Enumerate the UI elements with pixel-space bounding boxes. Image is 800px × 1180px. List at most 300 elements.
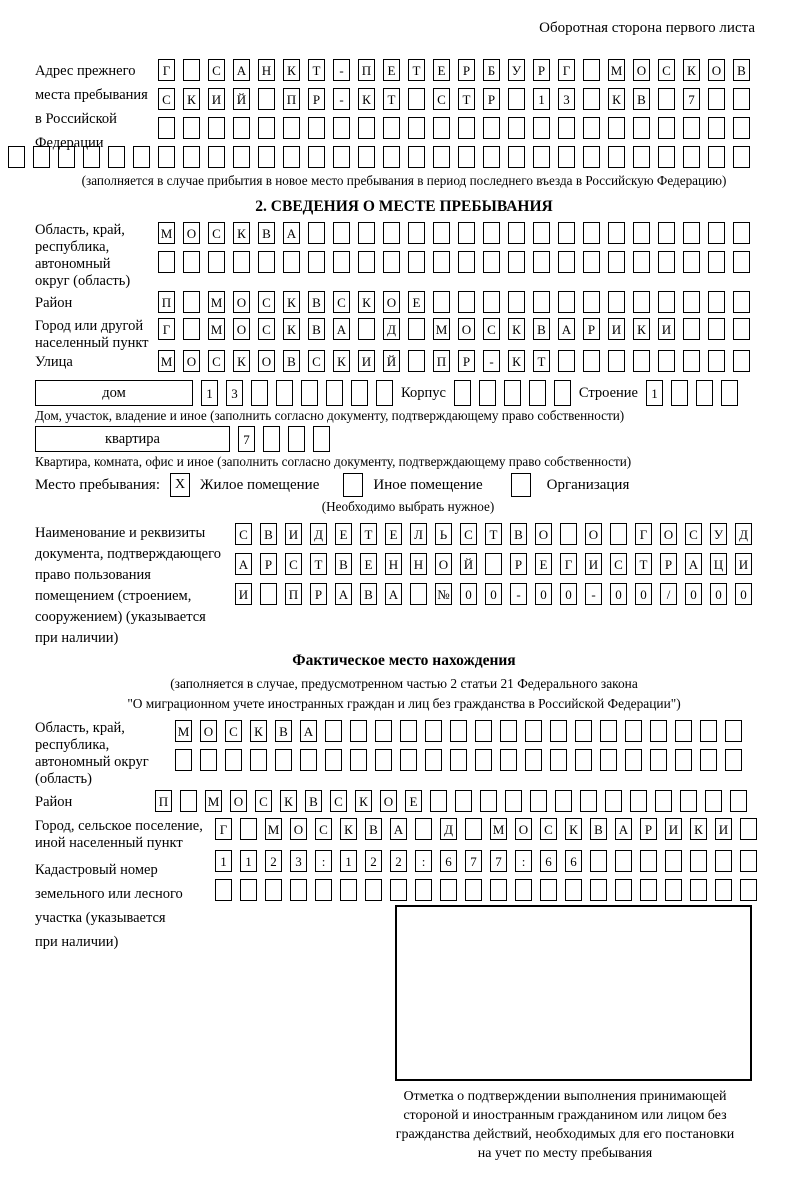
char-cell: : (315, 850, 332, 872)
district-block (35, 291, 800, 313)
char-cell: К (565, 818, 582, 840)
char-cell (433, 251, 450, 273)
char-cell: М (205, 790, 222, 812)
char-cell: К (355, 790, 372, 812)
char-cell: М (433, 318, 450, 340)
actual-district-label: Район (35, 794, 73, 810)
stay-type-option-residential: Жилое помещение (200, 476, 320, 493)
char-cell: П (358, 59, 375, 81)
char-cell: В (365, 818, 382, 840)
char-cell (625, 720, 642, 742)
char-cell (730, 790, 747, 812)
char-cell (240, 879, 257, 901)
char-cell (683, 251, 700, 273)
char-cell: - (510, 583, 527, 605)
char-cell (733, 251, 750, 273)
char-cell (505, 790, 522, 812)
char-cell (655, 790, 672, 812)
char-cell (200, 749, 217, 771)
char-cell: Е (335, 523, 352, 545)
actual-region-label (35, 720, 149, 788)
cadastral-row-1 (215, 850, 800, 872)
label-line: Город или другой (35, 318, 144, 334)
char-cell (683, 350, 700, 372)
char-cell (283, 117, 300, 139)
char-cell: С (255, 790, 272, 812)
char-cell: М (175, 720, 192, 742)
district-row (158, 291, 800, 313)
char-cell: 0 (710, 583, 727, 605)
char-cell (721, 380, 738, 406)
char-cell (350, 720, 367, 742)
char-cell (633, 146, 650, 168)
char-cell: О (183, 222, 200, 244)
label-line: в Российской (35, 111, 117, 127)
char-cell (708, 318, 725, 340)
char-cell: 0 (460, 583, 477, 605)
char-cell (615, 850, 632, 872)
char-cell: Г (158, 59, 175, 81)
char-cell: Т (360, 523, 377, 545)
char-cell (558, 350, 575, 372)
char-cell (358, 222, 375, 244)
char-cell (658, 146, 675, 168)
char-cell (650, 749, 667, 771)
label-line: право пользования (35, 567, 151, 583)
char-cell: О (708, 59, 725, 81)
char-cell: 3 (290, 850, 307, 872)
char-cell (708, 251, 725, 273)
char-cell (365, 879, 382, 901)
char-cell (633, 117, 650, 139)
label-line: Город, сельское поселение, (35, 818, 203, 834)
label-line: "О миграционном учете иностранных граждан и лиц без гражданства в Российской Федерации") (127, 696, 681, 711)
char-cell: : (415, 850, 432, 872)
char-cell (583, 291, 600, 313)
char-cell: А (235, 553, 252, 575)
char-cell: С (158, 88, 175, 110)
char-cell: Н (410, 553, 427, 575)
apartment-row (35, 426, 800, 452)
char-cell: Г (635, 523, 652, 545)
char-cell: А (558, 318, 575, 340)
char-cell (483, 251, 500, 273)
char-cell (508, 88, 525, 110)
label-line: стороной и иностранным гражданином или лицом без (403, 1108, 727, 1123)
char-cell: 0 (535, 583, 552, 605)
char-cell: Е (383, 59, 400, 81)
char-cell (333, 117, 350, 139)
char-cell (458, 291, 475, 313)
char-cell (408, 251, 425, 273)
char-cell (650, 720, 667, 742)
char-cell (590, 850, 607, 872)
char-cell: О (233, 291, 250, 313)
char-cell: А (300, 720, 317, 742)
char-cell: Д (383, 318, 400, 340)
char-cell (683, 222, 700, 244)
char-cell: О (633, 59, 650, 81)
char-cell (325, 749, 342, 771)
char-cell (733, 222, 750, 244)
char-cell: О (230, 790, 247, 812)
char-cell (558, 146, 575, 168)
label-line: Федерации (35, 135, 104, 151)
label-line: Область, край, (35, 222, 125, 238)
char-cell: А (335, 583, 352, 605)
label-line: документа, подтверждающего (35, 546, 221, 562)
char-cell (508, 251, 525, 273)
char-cell (508, 222, 525, 244)
char-cell: М (265, 818, 282, 840)
house-row (35, 380, 800, 406)
char-cell: Р (308, 88, 325, 110)
stay-type-option-other: Иное помещение (373, 476, 483, 493)
street-label: Улица (35, 354, 73, 370)
char-cell (290, 879, 307, 901)
char-cell: 1 (240, 850, 257, 872)
char-cell: С (225, 720, 242, 742)
char-cell: П (433, 350, 450, 372)
char-cell (640, 879, 657, 901)
char-cell (158, 146, 175, 168)
char-cell: И (715, 818, 732, 840)
char-cell (690, 850, 707, 872)
city-row (158, 318, 800, 340)
char-cell: К (508, 318, 525, 340)
char-cell: 1 (215, 850, 232, 872)
char-cell (558, 291, 575, 313)
char-cell (358, 146, 375, 168)
char-cell (600, 720, 617, 742)
label-line: земельного или лесного (35, 886, 183, 902)
char-cell (258, 251, 275, 273)
char-cell (715, 850, 732, 872)
char-cell (533, 222, 550, 244)
char-cell (433, 117, 450, 139)
char-cell (608, 291, 625, 313)
char-cell: № (435, 583, 452, 605)
char-cell: 1 (533, 88, 550, 110)
char-cell: Ь (435, 523, 452, 545)
char-cell (183, 117, 200, 139)
char-cell (233, 117, 250, 139)
char-cell (705, 790, 722, 812)
char-cell: К (280, 790, 297, 812)
char-cell (433, 291, 450, 313)
stay-type-checkbox-other (343, 473, 363, 497)
char-cell (458, 251, 475, 273)
char-cell: М (158, 350, 175, 372)
char-cell (433, 146, 450, 168)
char-cell: И (735, 553, 752, 575)
char-cell (740, 850, 757, 872)
char-cell (313, 426, 330, 452)
char-cell (483, 222, 500, 244)
char-cell (583, 350, 600, 372)
char-cell: К (690, 818, 707, 840)
label-line: гражданства действий, необходимых для его постановки (395, 1127, 735, 1142)
char-cell (454, 380, 471, 406)
char-cell (283, 146, 300, 168)
char-cell (700, 720, 717, 742)
label-line: сооружением) (указывается (35, 609, 206, 625)
stroenie-cells (646, 380, 738, 406)
char-cell (408, 222, 425, 244)
char-cell: У (710, 523, 727, 545)
char-cell (400, 720, 417, 742)
usage-document-block (35, 523, 800, 646)
char-cell (733, 117, 750, 139)
char-cell (708, 146, 725, 168)
char-cell (208, 251, 225, 273)
char-cell (475, 720, 492, 742)
char-cell (708, 117, 725, 139)
char-cell (529, 380, 546, 406)
char-cell: С (258, 318, 275, 340)
char-cell (608, 251, 625, 273)
char-cell (475, 749, 492, 771)
char-cell: С (540, 818, 557, 840)
char-cell: Г (215, 818, 232, 840)
label-line: при наличии) (35, 934, 119, 950)
char-cell (658, 251, 675, 273)
char-cell (180, 790, 197, 812)
char-cell (550, 749, 567, 771)
char-cell: С (610, 553, 627, 575)
char-cell (425, 720, 442, 742)
actual-region-block (35, 720, 800, 787)
actual-city-block (35, 818, 800, 851)
char-cell: П (155, 790, 172, 812)
char-cell: Г (558, 59, 575, 81)
label-line: Отметка о подтверждении выполнения принимающей (403, 1089, 727, 1104)
prev-address-row-2 (158, 88, 800, 110)
char-cell: И (208, 88, 225, 110)
char-cell (288, 426, 305, 452)
char-cell: Й (383, 350, 400, 372)
char-cell: 1 (646, 380, 663, 406)
char-cell (183, 318, 200, 340)
char-cell: В (590, 818, 607, 840)
char-cell (600, 749, 617, 771)
char-cell (485, 553, 502, 575)
char-cell (675, 720, 692, 742)
stroenie-label: Строение (578, 384, 638, 401)
char-cell: - (483, 350, 500, 372)
char-cell: О (383, 291, 400, 313)
char-cell: С (285, 553, 302, 575)
confirmation-stamp-area (395, 905, 752, 1081)
char-cell: Т (458, 88, 475, 110)
char-cell (683, 117, 700, 139)
char-cell: И (358, 350, 375, 372)
char-cell (458, 222, 475, 244)
char-cell: О (290, 818, 307, 840)
char-cell: Д (735, 523, 752, 545)
char-cell: Р (458, 59, 475, 81)
char-cell (340, 879, 357, 901)
char-cell (740, 818, 757, 840)
char-cell (301, 380, 318, 406)
char-cell: Р (260, 553, 277, 575)
char-cell: С (460, 523, 477, 545)
char-cell: К (333, 350, 350, 372)
prev-address-row-3 (158, 117, 800, 139)
char-cell: Т (408, 59, 425, 81)
char-cell: О (535, 523, 552, 545)
char-cell: - (585, 583, 602, 605)
char-cell: Н (385, 553, 402, 575)
actual-region-row-2 (175, 749, 800, 771)
char-cell (260, 583, 277, 605)
street-block (35, 350, 800, 372)
char-cell (683, 146, 700, 168)
char-cell: 0 (635, 583, 652, 605)
char-cell: Р (510, 553, 527, 575)
usage-document-label (35, 523, 221, 649)
char-cell: Р (660, 553, 677, 575)
char-cell: О (458, 318, 475, 340)
label-line: на учет по месту пребывания (477, 1146, 653, 1161)
char-cell (175, 749, 192, 771)
char-cell: 7 (683, 88, 700, 110)
char-cell: 6 (565, 850, 582, 872)
char-cell: О (435, 553, 452, 575)
char-cell (225, 749, 242, 771)
char-cell (483, 117, 500, 139)
char-cell: И (585, 553, 602, 575)
char-cell (583, 117, 600, 139)
char-cell: А (685, 553, 702, 575)
char-cell: 3 (558, 88, 575, 110)
char-cell: В (308, 318, 325, 340)
cadastral-label (35, 858, 183, 954)
char-cell (608, 222, 625, 244)
char-cell: 1 (340, 850, 357, 872)
char-cell (725, 720, 742, 742)
char-cell (683, 318, 700, 340)
char-cell (455, 790, 472, 812)
char-cell (715, 879, 732, 901)
char-cell (733, 88, 750, 110)
char-cell (508, 291, 525, 313)
char-cell: 0 (735, 583, 752, 605)
char-cell (658, 88, 675, 110)
actual-city-row (215, 818, 800, 840)
char-cell: : (515, 850, 532, 872)
char-cell (558, 251, 575, 273)
char-cell (480, 790, 497, 812)
char-cell (410, 583, 427, 605)
char-cell: М (208, 291, 225, 313)
char-cell (351, 380, 368, 406)
char-cell: В (260, 523, 277, 545)
char-cell: Г (158, 318, 175, 340)
char-cell (383, 222, 400, 244)
char-cell: И (658, 318, 675, 340)
char-cell (308, 117, 325, 139)
char-cell (390, 879, 407, 901)
char-cell (671, 380, 688, 406)
stay-type-note: (Необходимо выбрать нужное) (321, 499, 495, 514)
char-cell (733, 291, 750, 313)
prev-address-row-1 (158, 59, 800, 81)
char-cell: А (283, 222, 300, 244)
char-cell (550, 720, 567, 742)
char-cell: 0 (560, 583, 577, 605)
char-cell (690, 879, 707, 901)
char-cell: Т (310, 553, 327, 575)
char-cell (558, 117, 575, 139)
char-cell (215, 879, 232, 901)
char-cell (658, 117, 675, 139)
char-cell: К (508, 350, 525, 372)
char-cell (408, 350, 425, 372)
char-cell (696, 380, 713, 406)
char-cell (680, 790, 697, 812)
char-cell: С (208, 350, 225, 372)
char-cell: Д (310, 523, 327, 545)
label-line: Адрес прежнего (35, 63, 136, 79)
actual-city-label (35, 818, 203, 852)
label-line: Область, край, (35, 720, 125, 736)
char-cell: А (333, 318, 350, 340)
char-cell: К (283, 318, 300, 340)
char-cell: В (308, 291, 325, 313)
actual-district-row (155, 790, 800, 812)
stay-type-row (35, 473, 800, 497)
char-cell (733, 146, 750, 168)
char-cell (240, 818, 257, 840)
char-cell (583, 88, 600, 110)
char-cell (500, 749, 517, 771)
char-cell: В (533, 318, 550, 340)
label-line: населенный пункт (35, 335, 149, 351)
char-cell (490, 879, 507, 901)
char-cell: 7 (490, 850, 507, 872)
char-cell (708, 222, 725, 244)
char-cell: Р (483, 88, 500, 110)
char-cell: Е (360, 553, 377, 575)
prev-address-caption: (заполняется в случае прибытия в новое место пребывания в период последнего въезда в Российскую Федерацию) (81, 173, 727, 188)
char-cell: Е (405, 790, 422, 812)
apartment-caption: Квартира, комната, офис и иное (заполнить согласно документу, подтверждающему право собственности) (35, 454, 632, 469)
char-cell (554, 380, 571, 406)
char-cell (625, 749, 642, 771)
char-cell: / (660, 583, 677, 605)
char-cell (465, 879, 482, 901)
char-cell: В (360, 583, 377, 605)
char-cell: К (633, 318, 650, 340)
char-cell: В (335, 553, 352, 575)
stay-type-option-organization: Организация (546, 476, 630, 493)
char-cell (633, 251, 650, 273)
char-cell: Е (535, 553, 552, 575)
char-cell: Р (458, 350, 475, 372)
confirmation-stamp-caption (370, 1087, 760, 1163)
char-cell (258, 117, 275, 139)
label-line: при наличии) (35, 630, 119, 646)
actual-region-row-1 (175, 720, 800, 742)
char-cell (308, 222, 325, 244)
char-cell: Ц (710, 553, 727, 575)
char-cell (425, 749, 442, 771)
char-cell (590, 879, 607, 901)
stay-type-checkbox-residential: X (170, 473, 190, 497)
char-cell (633, 350, 650, 372)
char-cell: В (510, 523, 527, 545)
